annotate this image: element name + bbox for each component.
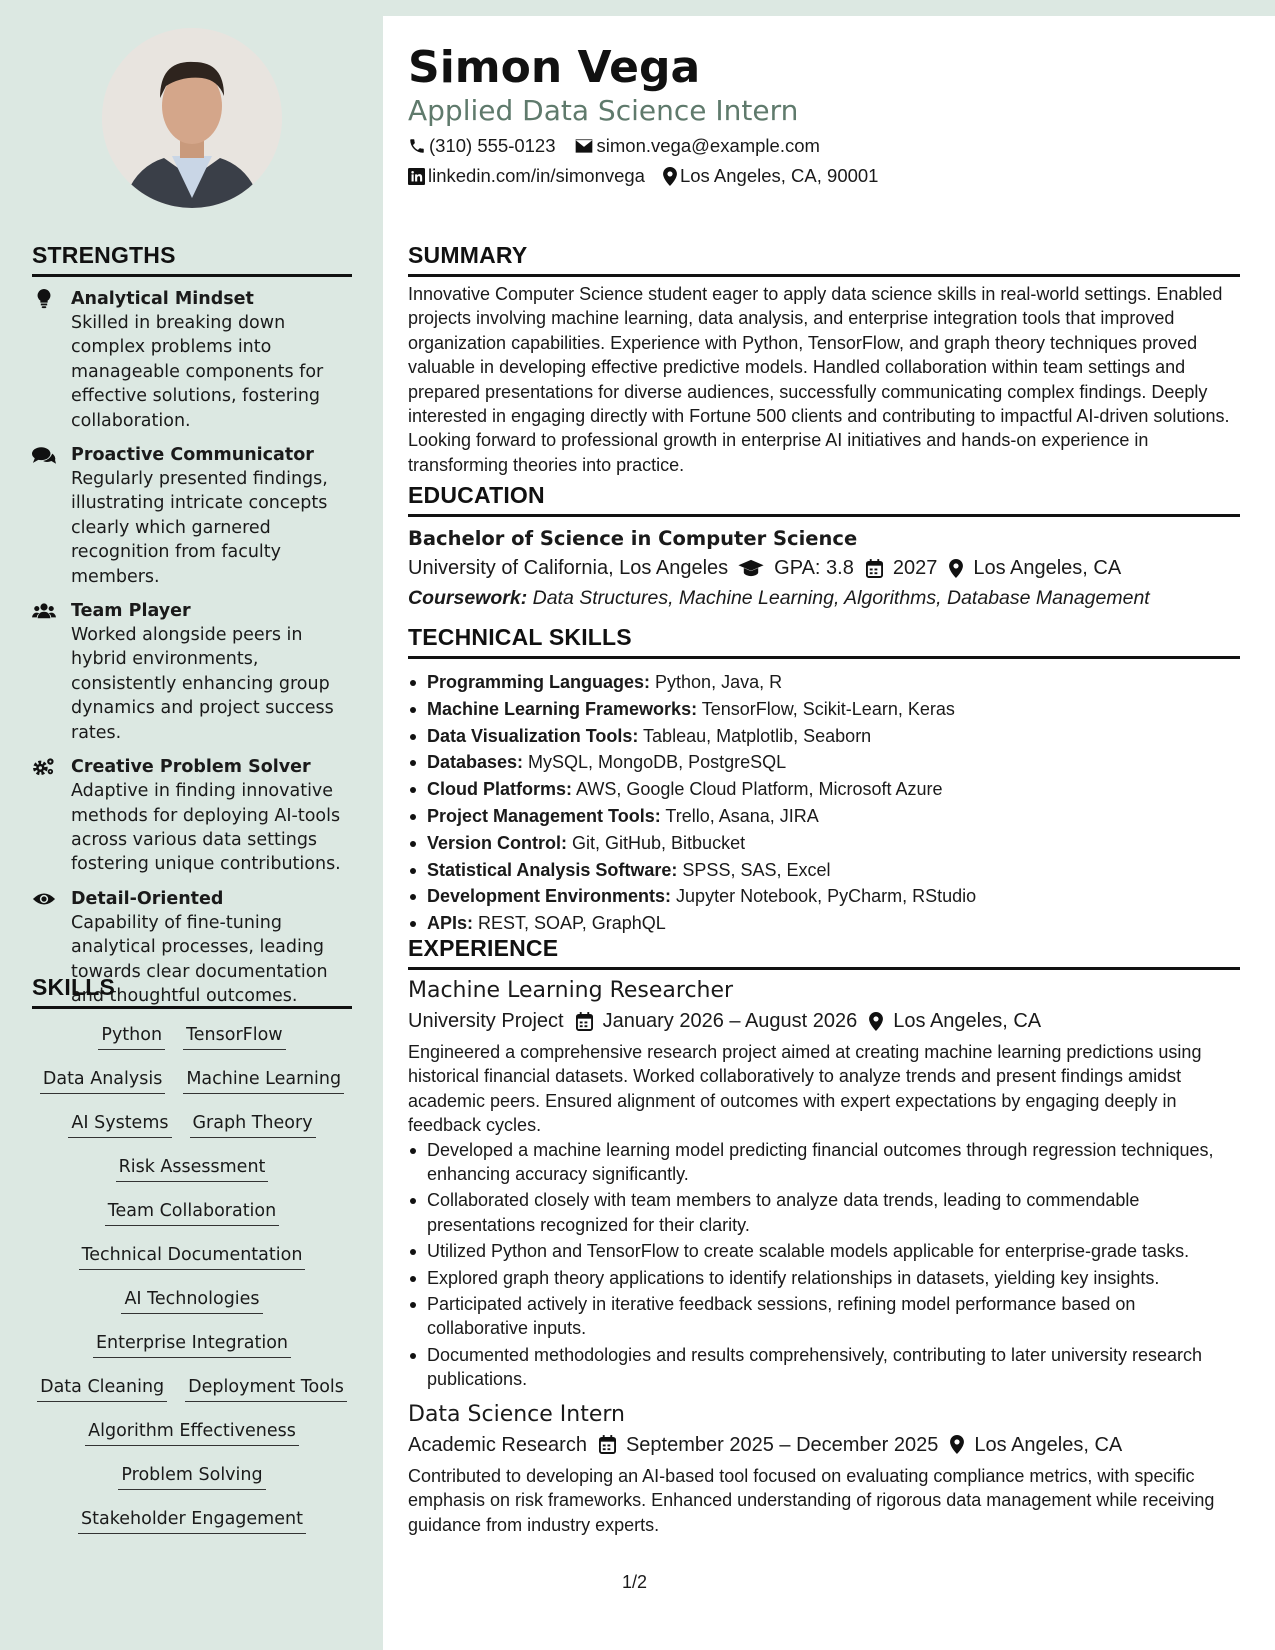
education-meta: [408, 553, 1240, 583]
year-item: [866, 553, 938, 583]
skill-tag: Machine Learning: [183, 1067, 344, 1094]
skill-tag: Data Cleaning: [37, 1375, 167, 1402]
linkedin-item[interactable]: [408, 161, 645, 191]
portrait-image: [102, 28, 282, 208]
summary-section: [408, 242, 1240, 477]
skill-tag: Graph Theory: [190, 1111, 316, 1138]
graduation-cap-icon: [738, 559, 764, 577]
experience-title: EXPERIENCE: [408, 935, 1240, 970]
technical-skill-value: SPSS, SAS, Excel: [677, 859, 831, 880]
skill-tag: Enterprise Integration: [93, 1331, 291, 1358]
resume-header: [408, 42, 1240, 191]
technical-skill-item: [408, 749, 1240, 776]
phone-item: [408, 131, 556, 161]
email-item[interactable]: [574, 131, 820, 161]
candidate-role: Applied Data Science Intern: [408, 94, 799, 127]
education-section: [408, 482, 1240, 613]
gpa-text: GPA: 3.8: [774, 557, 854, 579]
strength-item: [32, 755, 352, 877]
sidebar: [0, 0, 383, 1650]
job-bullet: Collaborated closely with team members to analyze data trends, leading to commendable presentations recognized for their clarity.: [408, 1188, 1240, 1237]
technical-skill-item: [408, 803, 1240, 830]
technical-skill-item: [408, 857, 1240, 884]
comments-icon: [32, 445, 56, 465]
phone-text: (310) 555-0123: [429, 135, 556, 156]
technical-skill-item: [408, 776, 1240, 803]
strengths-list: [32, 287, 352, 1008]
strength-item: [32, 599, 352, 745]
skills-section: [32, 974, 352, 1534]
job-bullet: Developed a machine learning model predicting financial outcomes through regression techniques, enhancing accuracy significantly.: [408, 1138, 1240, 1187]
job-dates: September 2025 – December 2025: [625, 1433, 939, 1456]
skill-tag: Deployment Tools: [185, 1375, 347, 1402]
strength-title: Analytical Mindset: [71, 289, 254, 309]
technical-skill-item: [408, 883, 1240, 910]
job-location-item: [869, 1006, 1041, 1036]
strength-item: [32, 443, 352, 589]
technical-skill-label: Databases:: [427, 752, 524, 773]
technical-skills-section: [408, 624, 1240, 937]
skill-tag: AI Systems: [68, 1111, 171, 1138]
strength-description: Worked alongside peers in hybrid environments, consistently enhancing group dynamics and project success rates.: [71, 625, 334, 743]
page-number: 1/2: [622, 1572, 648, 1592]
envelope-icon: [574, 137, 594, 155]
job-bullet: Participated actively in iterative feedback sessions, refining model performance based on collaborative inputs.: [408, 1292, 1240, 1341]
main-content: [383, 16, 1275, 1650]
job-title: Data Science Intern: [408, 1401, 625, 1427]
strength-item: [32, 287, 352, 433]
strength-title: Creative Problem Solver: [71, 757, 311, 778]
technical-skill-value: MySQL, MongoDB, PostgreSQL: [523, 752, 787, 773]
technical-skill-value: REST, SOAP, GraphQL: [473, 913, 666, 934]
technical-skill-value: Tableau, Matplotlib, Seaborn: [638, 725, 872, 746]
job-entry: [408, 1400, 1240, 1537]
technical-skill-label: Statistical Analysis Software:: [427, 859, 678, 880]
technical-skill-label: Project Management Tools:: [427, 805, 661, 826]
technical-skill-label: Development Environments:: [427, 886, 672, 907]
job-dates: January 2026 – August 2026: [602, 1010, 858, 1032]
calendar-icon: [599, 1435, 616, 1454]
skill-tag: Stakeholder Engagement: [78, 1507, 306, 1534]
coursework: [408, 583, 1240, 613]
strength-title: Proactive Communicator: [71, 445, 314, 466]
location-item: [663, 161, 879, 191]
strength-description: Capability of fine-tuning analytical processes, leading towards clear documentation and thoughtful outcomes.: [71, 912, 328, 1006]
year-text: 2027: [892, 557, 938, 579]
technical-skill-label: Cloud Platforms:: [427, 779, 573, 800]
technical-skill-label: Programming Languages:: [427, 672, 651, 692]
email-text: simon.vega@example.com: [596, 135, 820, 156]
strength-title: Team Player: [71, 601, 191, 622]
technical-skill-item: [408, 723, 1240, 750]
profile-photo: [102, 28, 282, 208]
map-pin-icon: [950, 1435, 964, 1454]
gears-icon: [32, 757, 56, 777]
map-pin-icon: [949, 559, 963, 578]
strengths-section: [32, 242, 352, 1008]
strength-description: Adaptive in finding innovative methods for deploying AI-tools across various data settings fostering unique contributions.: [71, 781, 341, 875]
technical-skills-list: [408, 669, 1240, 937]
skill-tag: Data Analysis: [40, 1067, 165, 1094]
technical-skill-item: [408, 910, 1240, 937]
map-pin-icon: [663, 167, 677, 186]
job-org: Academic Research: [408, 1433, 587, 1456]
skill-tag: Python: [98, 1023, 165, 1050]
job-location: Los Angeles, CA: [893, 1010, 1042, 1032]
job-bullets: [408, 1138, 1240, 1392]
job-location: Los Angeles, CA: [974, 1433, 1123, 1456]
skill-tag: Team Collaboration: [105, 1199, 279, 1226]
eye-icon: [32, 889, 56, 909]
strength-title: Detail-Oriented: [71, 888, 224, 909]
strength-description: Regularly presented findings, illustrating intricate concepts clearly which garnered recognition from faculty members.: [71, 469, 328, 587]
strength-description: Skilled in breaking down complex problems into manageable components for effective solutions, fostering collaboration.: [71, 313, 324, 431]
job-bullet: Documented methodologies and results comprehensively, contributing to later university research publications.: [408, 1343, 1240, 1392]
technical-skill-value: Python, Java, R: [650, 672, 783, 692]
skill-tag: Problem Solving: [118, 1463, 265, 1490]
skill-tag: Algorithm Effectiveness: [85, 1419, 299, 1446]
lightbulb-icon: [32, 289, 56, 309]
skill-tag: Technical Documentation: [79, 1243, 306, 1270]
technical-skill-value: AWS, Google Cloud Platform, Microsoft Azure: [572, 779, 943, 800]
technical-skill-label: APIs:: [427, 913, 474, 934]
job-entry: [408, 976, 1240, 1392]
skills-title: SKILLS: [32, 974, 352, 1009]
calendar-icon: [576, 1012, 593, 1031]
job-location-item: [950, 1430, 1122, 1460]
job-bullet: Explored graph theory applications to identify relationships in datasets, yielding key insights.: [408, 1266, 1240, 1290]
technical-skill-value: Jupyter Notebook, PyCharm, RStudio: [671, 886, 977, 907]
education-title: EDUCATION: [408, 482, 1240, 517]
edu-location-item: [949, 553, 1121, 583]
school-name: University of California, Los Angeles: [408, 557, 729, 579]
technical-skill-item: [408, 696, 1240, 723]
job-description: Engineered a comprehensive research project aimed at creating machine learning predictions using historical financial datasets. Worked collaboratively to analyze trends and present findings amidst academic peers. Ensured alignment of outcomes with expert expectations by engaging deeply in feedback cycles.: [408, 1042, 1202, 1136]
technical-skill-label: Machine Learning Frameworks:: [427, 698, 698, 719]
calendar-icon: [866, 559, 883, 578]
edu-location-text: Los Angeles, CA: [973, 557, 1122, 579]
coursework-label: Coursework:: [408, 587, 528, 609]
technical-skill-label: Version Control:: [427, 832, 568, 853]
technical-skill-label: Data Visualization Tools:: [427, 725, 639, 746]
degree-title: Bachelor of Science in Computer Science: [408, 527, 858, 550]
gpa-item: [738, 553, 854, 583]
map-pin-icon: [869, 1012, 883, 1031]
contact-row-2: [408, 161, 1240, 191]
job-bullet: Utilized Python and TensorFlow to create scalable models applicable for enterprise-grade tasks.: [408, 1239, 1240, 1263]
technical-skills-title: TECHNICAL SKILLS: [408, 624, 1240, 659]
technical-skill-item: [408, 830, 1240, 857]
job-description: Contributed to developing an AI-based tool focused on evaluating compliance metrics, with specific emphasis on risk frameworks. Enhanced understanding of rigorous data management while receiving guidance from industry experts.: [408, 1465, 1215, 1535]
skill-tag: AI Technologies: [121, 1287, 262, 1314]
job-meta: [408, 1430, 1240, 1460]
summary-text: Innovative Computer Science student eager to apply data science skills in real-world settings. Enabled projects involving machine learning, data analysis, and enterprise integration tools that improved organization capabilities. Experience with Python, TensorFlow, and graph theory techniques proved valuable in developing effective predictive models. Handled collaboration within team settings and prepared presentations for diverse audiences, successfully communicating complex findings. Deeply interested in engaging directly with Fortune 500 clients and contributing to impactful AI-driven solutions. Looking forward to professional growth in enterprise AI initiatives and hands-on experience in transforming theories into practice.: [408, 284, 1230, 475]
summary-title: SUMMARY: [408, 242, 1240, 277]
coursework-text: Data Structures, Machine Learning, Algorithms, Database Management: [527, 587, 1150, 609]
job-dates-item: [599, 1430, 938, 1460]
strengths-title: STRENGTHS: [32, 242, 352, 277]
linkedin-text: linkedin.com/in/simonvega: [428, 165, 645, 186]
job-dates-item: [576, 1006, 858, 1036]
job-org: University Project: [408, 1010, 564, 1032]
contact-row-1: [408, 131, 1240, 161]
skill-tag: TensorFlow: [183, 1023, 286, 1050]
job-title: Machine Learning Researcher: [408, 978, 734, 1003]
skills-list: [32, 1023, 352, 1534]
location-text: Los Angeles, CA, 90001: [679, 165, 879, 186]
experience-section: [408, 935, 1240, 1537]
technical-skill-value: TensorFlow, Scikit-Learn, Keras: [697, 698, 955, 719]
linkedin-icon: [408, 168, 425, 185]
technical-skill-value: Git, GitHub, Bitbucket: [567, 832, 746, 853]
technical-skill-value: Trello, Asana, JIRA: [660, 805, 819, 826]
candidate-name: Simon Vega: [408, 42, 701, 93]
technical-skill-item: [408, 669, 1240, 696]
phone-icon: [408, 137, 426, 155]
users-icon: [32, 601, 56, 621]
job-meta: [408, 1006, 1240, 1036]
skill-tag: Risk Assessment: [116, 1155, 269, 1182]
